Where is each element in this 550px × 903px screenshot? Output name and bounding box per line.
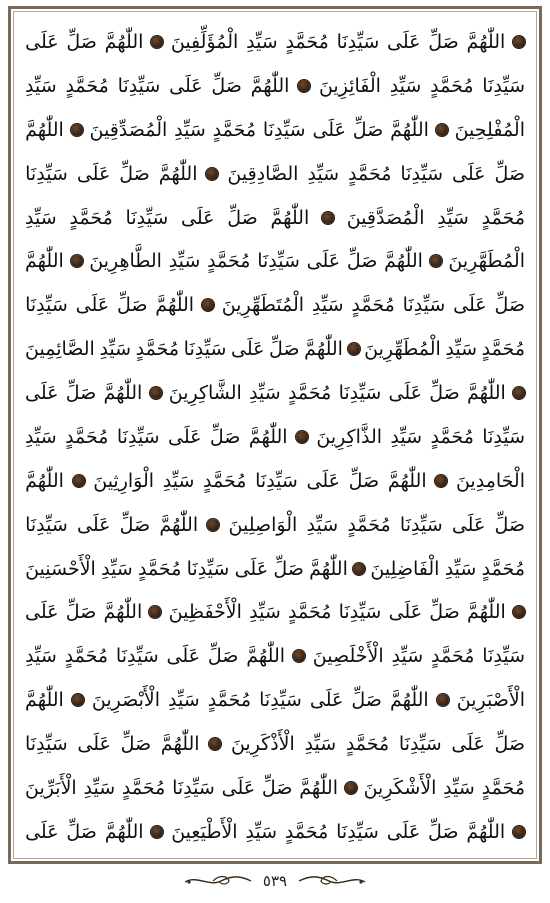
text-word: صَلِّ	[494, 513, 525, 536]
text-word: اللّٰهُمَّ	[384, 250, 423, 273]
text-word: صَلِّ	[227, 206, 258, 229]
text-word: صَلِّ	[209, 425, 241, 448]
text-word: اللّٰهُمَّ	[299, 776, 338, 799]
text-word: صَلِّ	[352, 118, 384, 141]
text-word: مُحَمَّدٍ	[65, 74, 109, 97]
rosette-ornament-icon	[73, 475, 85, 487]
text-word: صَلِّ	[65, 601, 97, 624]
text-word: سَيِّدِ	[249, 601, 281, 624]
text-word: اللّٰهُمَّ	[104, 820, 144, 843]
text-word: سَيِّدِنَا	[338, 382, 382, 404]
text-word: سَيِّدِنَا	[336, 31, 380, 53]
text-word: سَيِّدِنَا	[482, 425, 525, 448]
text-line	[25, 155, 525, 193]
text-word: عَلَى	[76, 162, 111, 185]
text-word: سَيِّدِ	[307, 162, 340, 185]
text-word: اللّٰهُمَّ	[103, 601, 143, 624]
text-word: عَلَى	[451, 733, 485, 755]
text-word: سَيِّدِ	[25, 425, 57, 448]
text-word: الْأَبْصَرِينَ	[91, 689, 160, 712]
text-word: عَلَى	[25, 601, 59, 624]
text-word: الشَّاكِرِينَ	[168, 382, 242, 404]
text-word: مُحَمَّدٍ	[481, 338, 525, 361]
text-word: سَيِّدِ	[168, 689, 200, 712]
rosette-ornament-icon	[430, 255, 442, 267]
text-line	[25, 23, 525, 61]
text-word: صَلِّ	[494, 162, 525, 185]
text-word: الْأَذْكَرِينَ	[230, 733, 295, 755]
text-word: الْمُؤَلِّفِينَ	[170, 31, 239, 53]
text-word: الْأَصْبَرِينَ	[456, 689, 525, 712]
text-word: صَلِّ	[428, 31, 459, 53]
text-word: اللّٰهُمَّ	[104, 31, 144, 53]
text-word: اللّٰهُمَّ	[390, 118, 429, 141]
text-word: الْمُطَهَّرِينَ	[448, 250, 525, 273]
text-word: سَيِّدِنَا	[25, 513, 68, 536]
text-word: مُحَمَّدٍ	[481, 557, 525, 580]
rosette-ornament-icon	[207, 519, 219, 531]
rosette-ornament-icon	[71, 255, 83, 267]
text-word: مُحَمَّدٍ	[137, 557, 182, 580]
text-line	[25, 286, 525, 324]
text-word: الْمُفْلِحِينَ	[454, 118, 525, 141]
rosette-ornament-icon	[348, 343, 360, 355]
text-word: مُحَمَّدٍ	[351, 294, 395, 317]
text-word: صَلِّ	[273, 557, 304, 580]
text-word: الصَّائِمِينَ	[25, 338, 95, 361]
text-word: الْمُطَهِّرِينَ	[364, 338, 441, 361]
text-word: صَلِّ	[494, 733, 525, 755]
text-word: صَلِّ	[351, 689, 382, 712]
text-word: سَيِّدِ	[249, 382, 281, 404]
text-word: الْوَارِثِينَ	[93, 469, 155, 492]
text-word: سَيِّدِ	[245, 820, 278, 843]
rosette-ornament-icon	[72, 694, 84, 706]
text-word: عَلَى	[306, 469, 340, 492]
flourish-right-icon	[297, 873, 367, 889]
text-word: صَلِّ	[120, 733, 152, 755]
text-word: سَيِّدِنَا	[255, 469, 298, 492]
text-word: صَلِّ	[269, 338, 300, 361]
text-word: سَيِّدِنَا	[186, 557, 230, 580]
text-line	[25, 769, 525, 807]
text-word: الْمُصَدِّقِينَ	[89, 118, 168, 141]
rosette-ornament-icon	[298, 80, 310, 92]
text-word: مُحَمَّدٍ	[481, 206, 525, 229]
rosette-ornament-icon	[293, 650, 305, 662]
text-word: سَيِّدِنَا	[262, 118, 306, 141]
text-word: سَيِّدِنَا	[172, 776, 215, 799]
text-word: الْأَطْيَعِينَ	[171, 820, 238, 843]
text-word: مُحَمَّدٍ	[431, 645, 475, 668]
rosette-ornament-icon	[296, 431, 308, 443]
text-word: الْأَخْلَصِينَ	[312, 645, 384, 668]
text-word: عَلَى	[25, 820, 59, 843]
text-word: سَيِّدِ	[443, 776, 475, 799]
text-word: عَلَى	[181, 206, 215, 229]
text-word: مُحَمَّدٍ	[347, 513, 391, 536]
text-word: صَلِّ	[119, 513, 151, 536]
text-word: اللّٰهُمَّ	[246, 645, 286, 668]
text-word: سَيِّدِنَا	[400, 162, 444, 185]
text-word: سَيِّدِنَا	[257, 250, 300, 273]
text-word: سَيِّدِ	[246, 31, 278, 53]
text-word: عَلَى	[234, 557, 269, 580]
text-word: مُحَمَّدٍ	[121, 776, 166, 799]
text-word: الصَّادِقِينَ	[227, 162, 299, 185]
text-word: مُحَمَّدٍ	[345, 733, 390, 755]
text-word: الطَّاهِرِينَ	[89, 250, 162, 273]
text-word: صَلِّ	[211, 74, 242, 97]
text-word: مُحَمَّدٍ	[285, 31, 329, 53]
rosette-ornament-icon	[322, 212, 334, 224]
text-word: اللّٰهُمَّ	[466, 820, 506, 843]
text-word: الْمُتَطَهِّرِينَ	[221, 294, 305, 317]
text-word: سَيِّدِ	[444, 557, 477, 580]
text-word: الْأَحْسَنِينَ	[25, 557, 96, 580]
text-word: اللّٰهُمَّ	[103, 382, 143, 404]
text-word: مُحَمَّدٍ	[65, 425, 109, 448]
text-word: اللّٰهُمَّ	[250, 74, 290, 97]
text-block	[25, 23, 525, 851]
text-word: الْأَحْفَظِينَ	[168, 601, 242, 624]
text-word: اللّٰهُمَّ	[304, 338, 343, 361]
text-word: سَيِّدِ	[311, 294, 344, 317]
text-word: عَلَى	[306, 250, 341, 273]
text-word: سَيِّدِ	[390, 425, 423, 448]
text-word: سَيِّدِنَا	[183, 338, 227, 361]
text-word: صَلِّ	[429, 601, 460, 624]
text-word: سَيِّدِ	[389, 74, 422, 97]
rosette-ornament-icon	[71, 124, 83, 136]
text-word: مُحَمَّدٍ	[203, 469, 247, 492]
text-word: سَيِّدِ	[306, 513, 339, 536]
text-word: مُحَمَّدٍ	[430, 425, 474, 448]
text-line	[25, 506, 525, 544]
text-word: صَلِّ	[348, 469, 380, 492]
text-word: سَيِّدِ	[99, 338, 132, 361]
rosette-ornament-icon	[435, 475, 447, 487]
text-word: سَيِّدِ	[25, 206, 57, 229]
text-word: عَلَى	[386, 820, 421, 843]
text-word: صَلِّ	[66, 820, 97, 843]
text-word: سَيِّدِ	[162, 469, 195, 492]
rosette-ornament-icon	[436, 124, 448, 136]
text-word: الْحَامِدِينَ	[455, 469, 525, 492]
text-line	[25, 550, 525, 588]
rosette-ornament-icon	[513, 606, 525, 618]
rosette-ornament-icon	[513, 826, 525, 838]
text-word: مُحَمَّدٍ	[430, 74, 474, 97]
text-word: سَيِّدِ	[437, 206, 469, 229]
text-word: سَيِّدِ	[391, 645, 424, 668]
text-word: سَيِّدِنَا	[25, 733, 68, 755]
text-word: صَلِّ	[261, 776, 293, 799]
text-line	[25, 374, 525, 412]
text-word: سَيِّدِ	[174, 118, 206, 141]
text-word: عَلَى	[387, 31, 421, 53]
text-word: سَيِّدِ	[25, 645, 57, 668]
text-line	[25, 725, 525, 763]
text-word: عَلَى	[388, 382, 422, 404]
text-line	[25, 418, 525, 456]
text-word: عَلَى	[452, 162, 486, 185]
text-word: سَيِّدِ	[304, 733, 337, 755]
text-word: الْأَبَرِّينَ	[25, 776, 77, 799]
text-word: اللّٰهُمَّ	[387, 469, 427, 492]
text-word: مُحَمَّدٍ	[481, 776, 525, 799]
text-word: صَلِّ	[494, 294, 525, 317]
text-word: مُحَمَّدٍ	[207, 250, 251, 273]
text-word: عَلَى	[388, 601, 423, 624]
rosette-ornament-icon	[209, 738, 221, 750]
text-word: عَلَى	[451, 513, 486, 536]
rosette-ornament-icon	[353, 563, 365, 575]
text-word: سَيِّدِ	[168, 250, 201, 273]
text-word: صَلِّ	[119, 162, 150, 185]
text-word: سَيِّدِنَا	[336, 820, 379, 843]
text-word: الْأَشْكَرِينَ	[363, 776, 437, 799]
text-word: عَلَى	[312, 118, 346, 141]
text-word: الْمُصَدَّقِينَ	[346, 206, 425, 229]
text-word: سَيِّدِنَا	[115, 645, 159, 668]
text-word: سَيِّدِ	[445, 338, 477, 361]
text-word: عَلَى	[221, 776, 256, 799]
rosette-ornament-icon	[513, 36, 525, 48]
text-word: صَلِّ	[346, 250, 378, 273]
text-line	[25, 330, 525, 368]
text-word: اللّٰهُمَّ	[160, 733, 200, 755]
rosette-ornament-icon	[202, 299, 214, 311]
text-word: اللّٰهُمَّ	[466, 31, 506, 53]
page-footer	[0, 868, 550, 894]
text-word: اللّٰهُمَّ	[25, 469, 64, 492]
text-word: اللّٰهُمَّ	[389, 689, 429, 712]
text-word: عَلَى	[76, 513, 111, 536]
text-word: سَيِّدِنَا	[482, 645, 525, 668]
text-word: عَلَى	[77, 733, 111, 755]
text-line	[25, 111, 525, 149]
text-word: اللّٰهُمَّ	[25, 250, 64, 273]
text-word: الذَّاكِرِينَ	[316, 425, 383, 448]
text-word: اللّٰهُمَّ	[270, 206, 310, 229]
text-word: عَلَى	[25, 31, 59, 53]
text-word: سَيِّدِ	[83, 776, 116, 799]
text-word: صَلِّ	[65, 382, 97, 404]
flourish-left-icon	[183, 873, 253, 889]
text-line	[25, 681, 525, 719]
text-line	[25, 199, 525, 237]
rosette-ornament-icon	[151, 36, 163, 48]
text-word: سَيِّدِنَا	[259, 689, 302, 712]
text-word: صَلِّ	[429, 382, 460, 404]
text-word: مُحَمَّدٍ	[287, 382, 332, 404]
text-word: سَيِّدِنَا	[338, 601, 382, 624]
text-word: عَلَى	[166, 645, 200, 668]
text-word: سَيِّدِ	[101, 557, 133, 580]
text-word: مُحَمَّدٍ	[284, 820, 329, 843]
page-number: ٥٣٩	[262, 872, 288, 890]
text-word: سَيِّدِنَا	[482, 74, 525, 97]
text-word: سَيِّدِ	[25, 74, 57, 97]
text-word: اللّٰهُمَّ	[159, 513, 199, 536]
text-word: اللّٰهُمَّ	[467, 382, 506, 404]
text-word: صَلِّ	[66, 31, 97, 53]
text-word: اللّٰهُمَّ	[467, 601, 506, 624]
text-word: مُحَمَّدٍ	[69, 206, 113, 229]
text-word: عَلَى	[25, 382, 59, 404]
text-word: مُحَمَّدٍ	[135, 338, 180, 361]
text-word: سَيِّدِنَا	[116, 425, 160, 448]
rosette-ornament-icon	[513, 387, 525, 399]
text-line	[25, 242, 525, 280]
text-word: اللّٰهُمَّ	[155, 294, 195, 317]
text-line	[25, 637, 525, 675]
rosette-ornament-icon	[149, 606, 161, 618]
text-word: عَلَى	[453, 294, 487, 317]
rosette-ornament-icon	[345, 782, 357, 794]
text-word: سَيِّدِنَا	[402, 294, 446, 317]
text-word: مُحَمَّدٍ	[64, 645, 109, 668]
text-word: مُحَمَّدٍ	[348, 162, 392, 185]
rosette-ornament-icon	[151, 826, 163, 838]
text-word: سَيِّدِنَا	[117, 74, 161, 97]
text-word: صَلِّ	[428, 820, 459, 843]
rosette-ornament-icon	[150, 387, 162, 399]
text-word: صَلِّ	[116, 294, 148, 317]
text-word: سَيِّدِنَا	[125, 206, 169, 229]
rosette-ornament-icon	[206, 168, 218, 180]
text-word: سَيِّدِنَا	[25, 294, 68, 317]
text-word: الْفَاضِلِينَ	[370, 557, 440, 580]
text-word: اللّٰهُمَّ	[25, 118, 64, 141]
page-frame	[8, 6, 542, 864]
text-line	[25, 462, 525, 500]
text-word: الْفَائِزِينَ	[318, 74, 381, 97]
text-word: عَلَى	[75, 294, 110, 317]
text-line	[25, 813, 525, 851]
text-word: عَلَى	[169, 74, 203, 97]
text-word: اللّٰهُمَّ	[25, 689, 64, 712]
text-word: سَيِّدِنَا	[399, 513, 443, 536]
text-word: سَيِّدِنَا	[398, 733, 442, 755]
text-line	[25, 593, 525, 631]
text-word: مُحَمَّدٍ	[207, 689, 252, 712]
text-word: اللّٰهُمَّ	[248, 425, 288, 448]
text-word: سَيِّدِنَا	[25, 162, 68, 185]
text-word: مُحَمَّدٍ	[288, 601, 332, 624]
text-word: اللّٰهُمَّ	[309, 557, 348, 580]
text-word: عَلَى	[168, 425, 202, 448]
text-word: الْوَاصِلِينَ	[228, 513, 298, 536]
text-word: عَلَى	[230, 338, 265, 361]
text-word: عَلَى	[309, 689, 344, 712]
text-word: مُحَمَّدٍ	[212, 118, 257, 141]
rosette-ornament-icon	[437, 694, 449, 706]
text-word: صَلِّ	[207, 645, 239, 668]
text-line	[25, 67, 525, 105]
text-word: اللّٰهُمَّ	[158, 162, 198, 185]
